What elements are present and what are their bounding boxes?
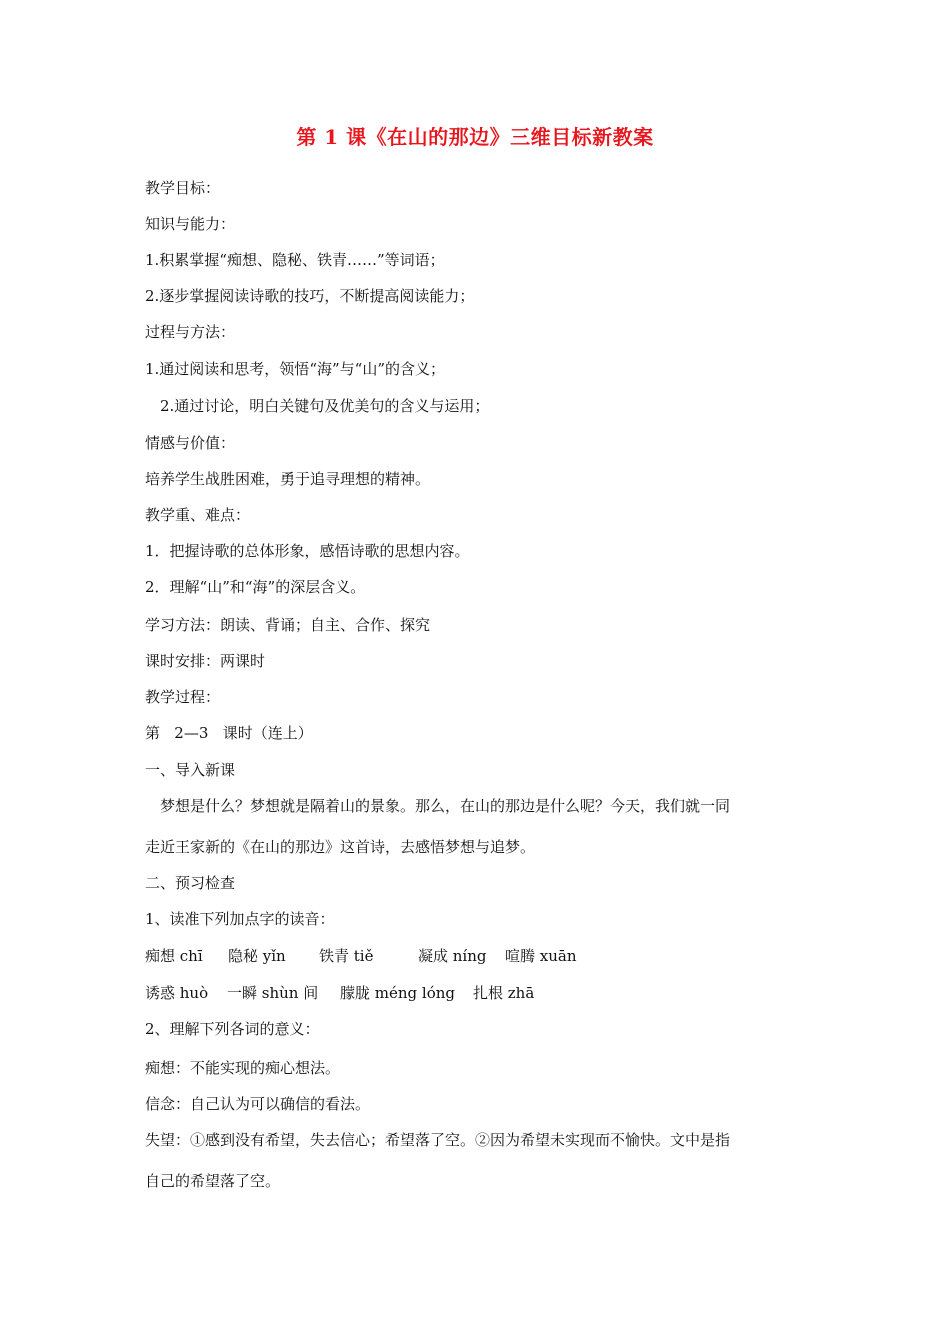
text-line-methods: 学习方法：朗读、背诵；自主、合作、探究 [145,616,431,634]
pinyin-row-2 [145,983,534,1003]
text-line-process: 过程与方法： [145,323,236,341]
text-line-key-point-2: 2．理解“山”和“海”的深层含义。 [145,578,366,596]
pinyin-item: 诱惑 huò [145,984,209,1002]
text-line-def-chixiang: 痴想：不能实现的痴心想法。 [145,1059,341,1077]
pinyin-item: 凝成 níng [418,947,487,965]
pinyin-row-1 [145,946,577,966]
pinyin-item: 朦胧 méng lóng [340,984,455,1002]
pinyin-item: 铁青 tiě [319,947,374,965]
text-line-process-2: 2.通过讨论，明白关键句及优美句的含义与运用； [160,397,490,415]
text-line-knowledge: 知识与能力： [145,215,236,233]
text-line-emotion: 情感与价值： [145,434,236,452]
text-line-section-1: 一、导入新课 [145,761,236,779]
text-line-knowledge-1: 1.积累掌握“痴想、隐秘、铁青……”等词语； [145,251,445,269]
text-line-task-2: 2、理解下列各词的意义： [145,1020,320,1038]
text-line-knowledge-2: 2.逐步掌握阅读诗歌的技巧，不断提高阅读能力； [145,287,475,305]
pinyin-item: 扎根 zhā [473,984,535,1002]
text-line-schedule: 课时安排：两课时 [145,652,266,670]
pinyin-item: 痴想 chī [145,947,203,965]
pinyin-item: 一瞬 shùn 间 [227,984,319,1002]
text-line-process-heading: 教学过程： [145,688,221,706]
text-line-period: 第 2—3 课时（连上） [145,724,313,742]
pinyin-item: 隐秘 yǐn [228,947,286,965]
text-line-process-1: 1.通过阅读和思考，领悟“海”与“山”的含义； [145,360,445,378]
text-line-def-shiwang-1: 失望：①感到没有希望，失去信心；希望落了空。②因为希望未实现而不愉快。文中是指 [145,1131,731,1149]
text-line-key-points: 教学重、难点： [145,506,251,524]
text-line-section-2: 二、预习检查 [145,874,236,892]
pinyin-item: 喧腾 xuān [505,947,577,965]
text-line-task-1: 1、读准下列加点字的读音： [145,910,335,928]
text-line-def-shiwang-2: 自己的希望落了空。 [145,1172,281,1190]
document-title: 第 1 课《在山的那边》三维目标新教案 [296,125,654,149]
text-line-def-xinnian: 信念：自己认为可以确信的看法。 [145,1095,371,1113]
text-line-key-point-1: 1．把握诗歌的总体形象，感悟诗歌的思想内容。 [145,542,470,560]
text-line-intro-2: 走近王家新的《在山的那边》这首诗，去感悟梦想与追梦。 [145,838,536,856]
text-line-intro-1: 梦想是什么？梦想就是隔着山的景象。那么，在山的那边是什么呢？今天，我们就一同 [160,797,731,815]
text-line-teaching-goals: 教学目标： [145,179,221,197]
text-line-emotion-1: 培养学生战胜困难，勇于追寻理想的精神。 [145,470,431,488]
